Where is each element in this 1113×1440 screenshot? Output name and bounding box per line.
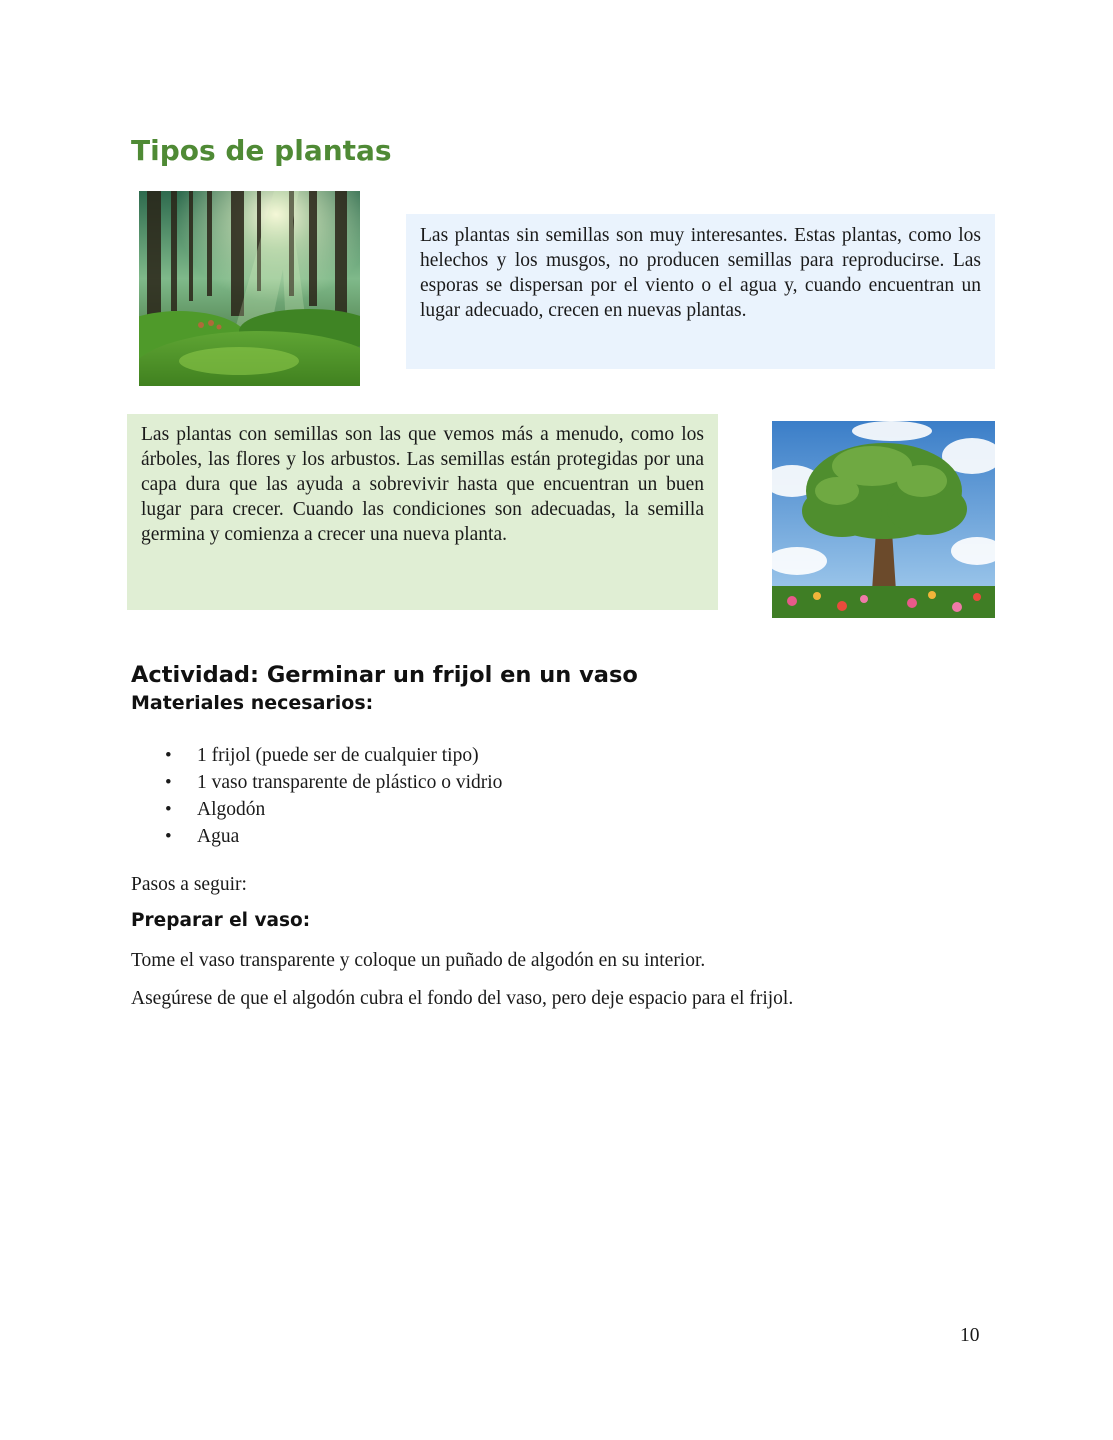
bullet-icon: • — [165, 772, 172, 793]
seed-plants-text: Las plantas con semillas son las que vemos más a menudo, como los árboles, las flores y los arbustos. Las semillas están protegidas por una capa dura que las ayuda a sobrevivir hasta que encuentran un buen lugar para crecer. Cuando las condiciones son adecuadas, la semilla germina y comienza a crecer una nueva planta. — [141, 424, 704, 545]
list-item: • Agua — [131, 823, 502, 850]
page-title: Tipos de plantas — [131, 134, 392, 167]
materials-title: Materiales necesarios: — [131, 692, 374, 714]
activity-title: Actividad: Germinar un frijol en un vaso — [131, 662, 638, 688]
steps-label: Pasos a seguir: — [131, 874, 247, 895]
step-text: Tome el vaso transparente y coloque un puñado de algodón en su interior. — [131, 950, 706, 971]
list-item: • Algodón — [131, 796, 502, 823]
seedless-plants-text: Las plantas sin semillas son muy interesantes. Estas plantas, como los helechos y los musgos, no producen semillas para reproducirse. Las esporas se dispersan por el viento o el agua y, cuando encuentran un lugar adecuado, crecen en nuevas plantas. — [420, 225, 981, 321]
seedless-plants-box — [406, 214, 995, 369]
step-text: Asegúrese de que el algodón cubra el fondo del vaso, pero deje espacio para el frijol. — [131, 988, 794, 1009]
forest-moss-image — [139, 191, 360, 386]
materials-list — [131, 742, 502, 850]
page-number: 10 — [960, 1325, 980, 1346]
list-item: • 1 frijol (puede ser de cualquier tipo) — [131, 742, 502, 769]
bullet-icon: • — [165, 826, 172, 847]
tree-flowers-image — [772, 421, 995, 618]
list-item: • 1 vaso transparente de plástico o vidrio — [131, 769, 502, 796]
bullet-icon: • — [165, 745, 172, 766]
bullet-icon: • — [165, 799, 172, 820]
prepare-title: Preparar el vaso: — [131, 910, 311, 931]
seed-plants-box — [127, 414, 718, 610]
